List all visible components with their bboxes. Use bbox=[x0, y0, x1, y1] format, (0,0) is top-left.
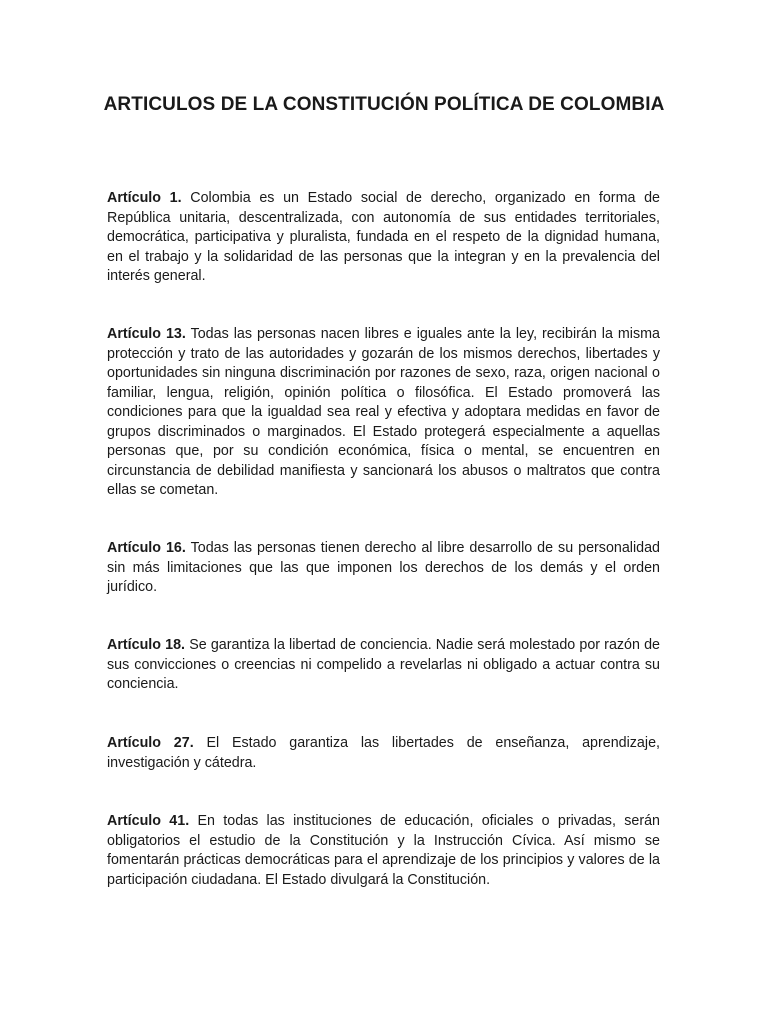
article-13-label: Artículo 13. bbox=[107, 326, 186, 342]
article-27 bbox=[107, 734, 660, 773]
article-16 bbox=[107, 539, 660, 598]
article-41-label: Artículo 41. bbox=[107, 813, 190, 829]
article-1 bbox=[107, 189, 660, 287]
article-16-text: Todas las personas tienen derecho al libre desarrollo de su personalidad sin más limitaciones que las que imponen los derechos de los demás y el orden jurídico. bbox=[107, 540, 660, 595]
article-27-label: Artículo 27. bbox=[107, 735, 194, 751]
article-18 bbox=[107, 636, 660, 695]
article-18-text: Se garantiza la libertad de conciencia. Nadie será molestado por razón de sus convicciones o creencias ni compelido a revelarlas ni obligado a actuar contra su conciencia. bbox=[107, 637, 660, 692]
article-41 bbox=[107, 812, 660, 890]
document-title: ARTICULOS DE LA CONSTITUCIÓN POLÍTICA DE COLOMBIA bbox=[103, 94, 665, 115]
article-13 bbox=[107, 325, 660, 501]
article-1-text: Colombia es un Estado social de derecho, organizado en forma de República unitaria, descentralizada, con autonomía de sus entidades territoriales, democrática, participativa y pluralista, fundada en el respeto de la dignidad humana, en el trabajo y la solidaridad de las personas que la integran y en la prevalencia del interés general. bbox=[107, 190, 660, 284]
article-13-text: Todas las personas nacen libres e iguales ante la ley, recibirán la misma protección y trato de las autoridades y gozarán de los mismos derechos, libertades y oportunidades sin ninguna discriminación por razones de sexo, raza, origen nacional o familiar, lengua, religión, opinión política o filosófica. El Estado promoverá las condiciones para que la igualdad sea real y efectiva y adoptara medidas en favor de grupos discriminados o marginados. El Estado protegerá especialmente a aquellas personas que, por su condición económica, física o mental, se encuentren en circunstancia de debilidad manifiesta y sancionará los abusos o maltratos que contra ellas se cometan. bbox=[107, 326, 660, 498]
article-41-text: En todas las instituciones de educación, oficiales o privadas, serán obligatorios el estudio de la Constitución y la Instrucción Cívica. Así mismo se fomentarán prácticas democráticas para el aprendizaje de los principios y valores de la participación ciudadana. El Estado divulgará la Constitución. bbox=[107, 813, 660, 888]
article-18-label: Artículo 18. bbox=[107, 637, 186, 653]
article-1-label: Artículo 1. bbox=[107, 190, 182, 206]
article-16-label: Artículo 16. bbox=[107, 540, 186, 556]
article-27-text: El Estado garantiza las libertades de enseñanza, aprendizaje, investigación y cátedra. bbox=[107, 735, 660, 771]
